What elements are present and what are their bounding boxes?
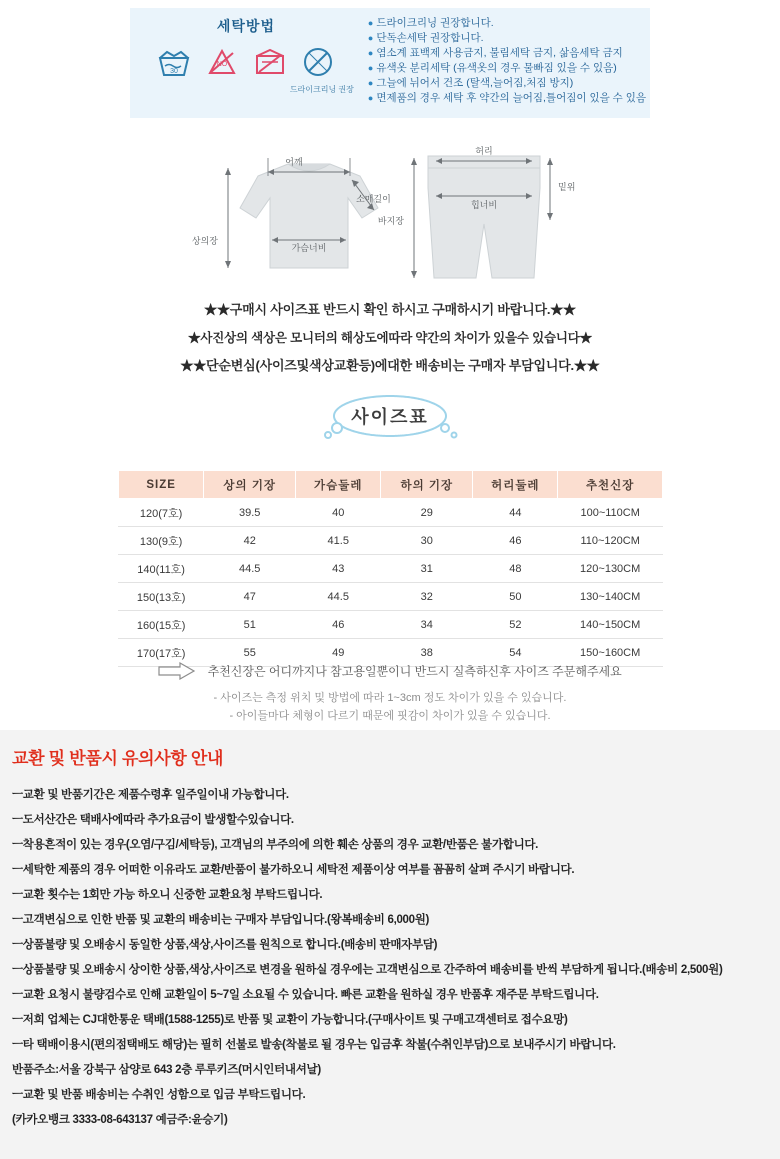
cell-bottom-length: 38 — [381, 639, 473, 667]
cell-bottom-length: 32 — [381, 583, 473, 611]
th-height: 추천신장 — [558, 471, 663, 499]
care-line: ● 그늘에 뉘어서 건조 (탈색,늘어짐,처짐 방지) — [367, 77, 574, 89]
care-line: ● 염소계 표백제 사용금지, 불림세탁 금지, 삶음세탁 금지 — [367, 47, 623, 59]
svg-text:30: 30 — [170, 68, 178, 75]
cell-chest: 46 — [296, 611, 381, 639]
th-bottom-length: 하의 기장 — [381, 471, 473, 499]
exchange-title: 교환 및 반품시 유의사항 안내 — [12, 749, 224, 768]
label-pants-length: 바지장 — [377, 216, 404, 226]
care-line: ● 면제품의 경우 세탁 후 약간의 늘어짐,틀어짐이 있을 수 있음 — [367, 92, 646, 104]
bleach-no-icon — [202, 42, 242, 82]
dry-clean-icon — [298, 42, 338, 82]
exchange-line: ㅡ착용흔적이 있는 경우(오염/구김/세탁등), 고객님의 부주의에 의한 훼손 상품의 경우 교환/반품은 불가합니다. — [12, 839, 539, 851]
cell-top-length: 47 — [204, 583, 296, 611]
cell-top-length: 51 — [204, 611, 296, 639]
care-line: ● 드라이크리닝 권장합니다. — [367, 17, 494, 29]
footnote-main-text: 추천신장은 어디까지나 참고용일뿐이니 반드시 실측하신후 사이즈 주문해주세요 — [207, 664, 622, 679]
cell-waist: 52 — [473, 611, 558, 639]
cell-waist: 54 — [473, 639, 558, 667]
cell-bottom-length: 34 — [381, 611, 473, 639]
footnote-sub-2: - 아이들마다 체형이 다르기 때문에 핏감이 차이가 있을 수 있습니다. — [229, 710, 551, 722]
bullet-icon: ● — [367, 33, 374, 43]
table-row — [119, 527, 663, 555]
th-top-length: 상의 기장 — [204, 471, 296, 499]
cell-size: 120(7호) — [119, 499, 204, 527]
care-icons-panel — [130, 8, 362, 118]
bank-account-line: (카카오뱅크 3333-08-643137 예금주:윤승기) — [12, 1114, 228, 1126]
cell-height: 140~150CM — [558, 611, 663, 639]
cell-height: 110~120CM — [558, 527, 663, 555]
shirt-figure — [192, 156, 391, 268]
tumble-dry-icon — [250, 42, 290, 82]
cell-size: 140(11호) — [119, 555, 204, 583]
label-waist: 허리 — [475, 146, 493, 156]
footnote-main-row — [158, 662, 621, 683]
cell-bottom-length: 30 — [381, 527, 473, 555]
care-line: ● 유색옷 분리세탁 (유색옷의 경우 물빠짐 있을 수 있음) — [367, 62, 617, 74]
label-top-length: 상의장 — [191, 236, 218, 246]
care-line: ● 단독손세탁 권장합니다. — [367, 32, 484, 44]
exchange-line: ㅡ교환 및 반품 배송비는 수취인 성함으로 입금 부탁드립니다. — [12, 1089, 306, 1101]
exchange-line: ㅡ도서산간은 택배사에따라 추가요금이 발생할수있습니다. — [12, 814, 294, 826]
exchange-line: ㅡ교환 요청시 불량검수로 인해 교환일이 5~7일 소요될 수 있습니다. 빠른 교환을 원하실 경우 반품후 재주문 부탁드립니다. — [12, 989, 599, 1001]
exchange-line: ㅡ세탁한 제품의 경우 어떠한 이유라도 교환/반품이 불가하오니 세탁전 제품이상 여부를 꼼꼼히 살펴 주시기 바랍니다. — [12, 864, 575, 876]
cell-top-length: 55 — [204, 639, 296, 667]
cell-top-length: 39.5 — [204, 499, 296, 527]
cell-waist: 46 — [473, 527, 558, 555]
exchange-return-section — [0, 730, 780, 1159]
label-chest: 가슴너비 — [291, 243, 327, 253]
care-instruction-list — [362, 8, 650, 118]
bullet-icon: ● — [367, 93, 374, 103]
cell-size: 130(9호) — [119, 527, 204, 555]
bullet-icon: ● — [367, 18, 374, 28]
measurement-diagram — [0, 128, 780, 288]
cell-waist: 44 — [473, 499, 558, 527]
table-header-row — [119, 471, 663, 499]
exchange-line: ㅡ저희 업체는 CJ대한통운 택배(1588-1255)로 반품 및 교환이 가능합니다.(구매사이트 및 구매고객센터로 접수요망) — [12, 1014, 568, 1026]
purchase-notes — [0, 296, 780, 380]
table-row — [119, 555, 663, 583]
table-row — [119, 499, 663, 527]
cell-chest: 41.5 — [296, 527, 381, 555]
exchange-line: ㅡ고객변심으로 인한 반품 및 교환의 배송비는 구매자 부담입니다.(왕복배송비 6,000원) — [12, 914, 430, 926]
size-chart-title: 사이즈표 — [351, 407, 429, 427]
return-address-line: 반품주소:서울 강북구 삼양로 643 2층 루루키즈(머시인터내셔날) — [12, 1064, 321, 1076]
table-row — [119, 583, 663, 611]
wash-care-banner — [130, 8, 650, 118]
exchange-line: ㅡ타 택배이용시(편의점택배도 해당)는 필히 선불로 발송(착불로 될 경우는 입금후 착불(수취인부담)으로 보내주시기 바랍니다. — [12, 1039, 616, 1051]
dry-clean-label: 드라이크리닝 권장 — [289, 85, 354, 94]
cell-chest: 44.5 — [296, 583, 381, 611]
cell-chest: 49 — [296, 639, 381, 667]
note-line: ★사진상의 색상은 모니터의 해상도에따라 약간의 차이가 있을수 있습니다★ — [188, 331, 592, 345]
size-table-wrap — [118, 470, 663, 667]
note-line: ★★구매시 사이즈표 반드시 확인 하시고 구매하시기 바랍니다.★★ — [204, 302, 576, 317]
cell-top-length: 44.5 — [204, 555, 296, 583]
cell-waist: 50 — [473, 583, 558, 611]
arrow-right-icon — [158, 662, 196, 683]
cell-bottom-length: 31 — [381, 555, 473, 583]
care-title: 세탁방법 — [216, 18, 275, 34]
table-row — [119, 611, 663, 639]
cell-chest: 40 — [296, 499, 381, 527]
cell-size: 150(13호) — [119, 583, 204, 611]
bullet-icon: ● — [367, 78, 374, 88]
cell-size: 160(15호) — [119, 611, 204, 639]
th-chest: 가슴둘레 — [296, 471, 381, 499]
bullet-icon: ● — [367, 48, 374, 58]
size-table — [118, 470, 663, 667]
exchange-line: ㅡ교환 및 반품기간은 제품수령후 일주일이내 가능합니다. — [12, 789, 289, 801]
size-footnote — [0, 662, 780, 725]
cell-height: 120~130CM — [558, 555, 663, 583]
cell-height: 100~110CM — [558, 499, 663, 527]
cell-chest: 43 — [296, 555, 381, 583]
label-hem: 밑위 — [558, 182, 576, 192]
cell-height: 150~160CM — [558, 639, 663, 667]
bullet-icon: ● — [367, 63, 374, 73]
note-line: ★★단순변심(사이즈및색상교환등)에대한 배송비는 구매자 부담입니다.★★ — [180, 358, 600, 373]
label-shoulder: 어깨 — [285, 157, 303, 167]
exchange-line: ㅡ교환 횟수는 1회만 가능 하오니 신중한 교환요청 부탁드립니다. — [12, 889, 323, 901]
cell-bottom-length: 29 — [381, 499, 473, 527]
cell-top-length: 42 — [204, 527, 296, 555]
footnote-sub-1: - 사이즈는 측정 위치 및 방법에 따라 1~3cm 정도 차이가 있을 수 있습니다. — [213, 692, 567, 704]
label-sleeve: 소매길이 — [356, 194, 391, 204]
cell-waist: 48 — [473, 555, 558, 583]
exchange-line: ㅡ상품불량 및 오배송시 동일한 상품,색상,사이즈를 원칙으로 합니다.(배송비 판매자부담) — [12, 939, 438, 951]
th-size: SIZE — [119, 471, 204, 499]
label-hip: 힙너비 — [470, 200, 498, 210]
exchange-line: ㅡ상품불량 및 오배송시 상이한 상품,색상,사이즈로 변경을 원하실 경우에는 고객변심으로 간주하여 배송비를 반씩 부담하게 됩니다.(배송비 2,500원) — [12, 964, 723, 976]
svg-text:NO: NO — [216, 61, 228, 68]
size-chart-title-wrap — [0, 392, 780, 445]
wash-tub-icon — [154, 42, 194, 82]
cell-size: 170(17호) — [119, 639, 204, 667]
size-chart-bubble — [315, 392, 465, 440]
pants-figure — [378, 145, 575, 278]
care-icon-row — [130, 42, 362, 82]
th-waist: 허리둘레 — [473, 471, 558, 499]
cell-height: 130~140CM — [558, 583, 663, 611]
